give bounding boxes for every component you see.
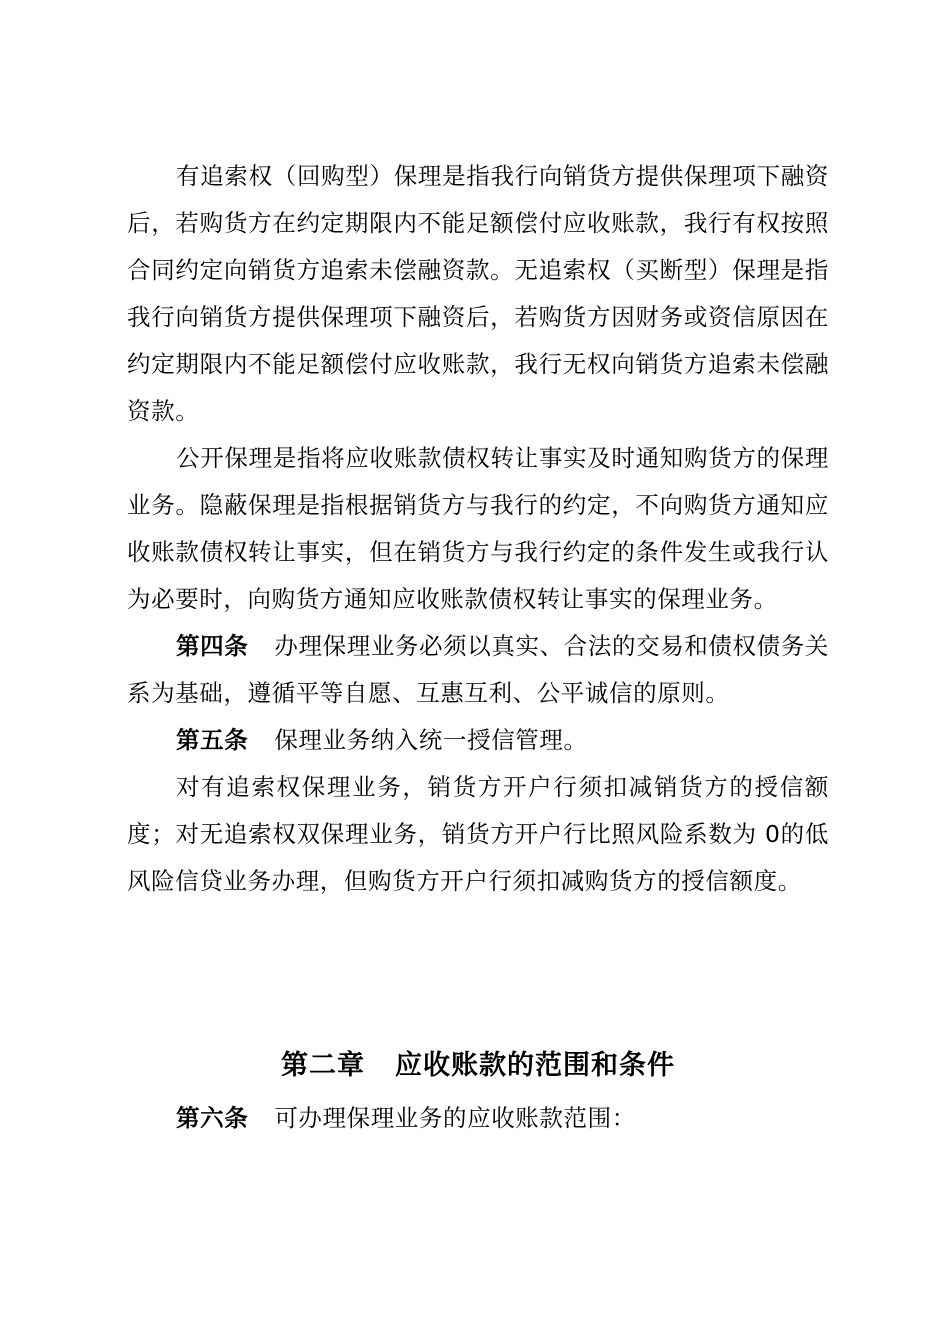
article-6-label: 第六条 [176, 1104, 249, 1132]
article-4 [127, 623, 829, 717]
paragraph-text: 有追索权（回购型）保理是指我行向销货方提供保理项下融资后，若购货方在约定期限内不能足额偿付应收账款，我行有权按照合同约定向销货方追索未偿融资款。无追索权（买断型）保理是指我行向销货方提供保理项下融资后，若购货方因财务或资信原因在约定期限内不能足额偿付应收账款，我行无权向销货方追索未偿融资款。 [127, 162, 829, 425]
article-4-label: 第四条 [176, 632, 249, 660]
article-5-label: 第五条 [176, 726, 249, 754]
paragraph-text: 公开保理是指将应收账款债权转让事实及时通知购货方的保理业务。隐蔽保理是指根据销货方与我行的约定，不向购货方通知应收账款债权转让事实，但在销货方与我行约定的条件发生或我行认为必要时，向购货方通知应收账款债权转让事实的保理业务。 [127, 444, 829, 613]
chapter-title: 应收账款的范围和条件 [395, 1050, 675, 1081]
paragraph-credit-limit [127, 764, 829, 905]
article-5-text: 保理业务纳入统一授信管理。 [274, 726, 588, 754]
article-5 [127, 717, 829, 764]
body-text-upper [127, 153, 829, 905]
body-text-lower [127, 1095, 829, 1142]
paragraph-text: 对有追索权保理业务，销货方开户行须扣减销货方的授信额度；对无追索权双保理业务，销货方开户行比照风险系数为 0的低风险信贷业务办理，但购货方开户行须扣减购货方的授信额度。 [127, 773, 829, 895]
chapter-number: 第二章 [281, 1050, 365, 1081]
paragraph-disclosed-factoring [127, 435, 829, 623]
article-6-text: 可办理保理业务的应收账款范围： [274, 1104, 636, 1132]
paragraph-recourse-factoring [127, 153, 829, 435]
chapter-heading [127, 1042, 829, 1089]
article-6 [127, 1095, 829, 1142]
article-4-text: 办理保理业务必须以真实、合法的交易和债权债务关系为基础，遵循平等自愿、互惠互利、公平诚信的原则。 [127, 632, 829, 707]
